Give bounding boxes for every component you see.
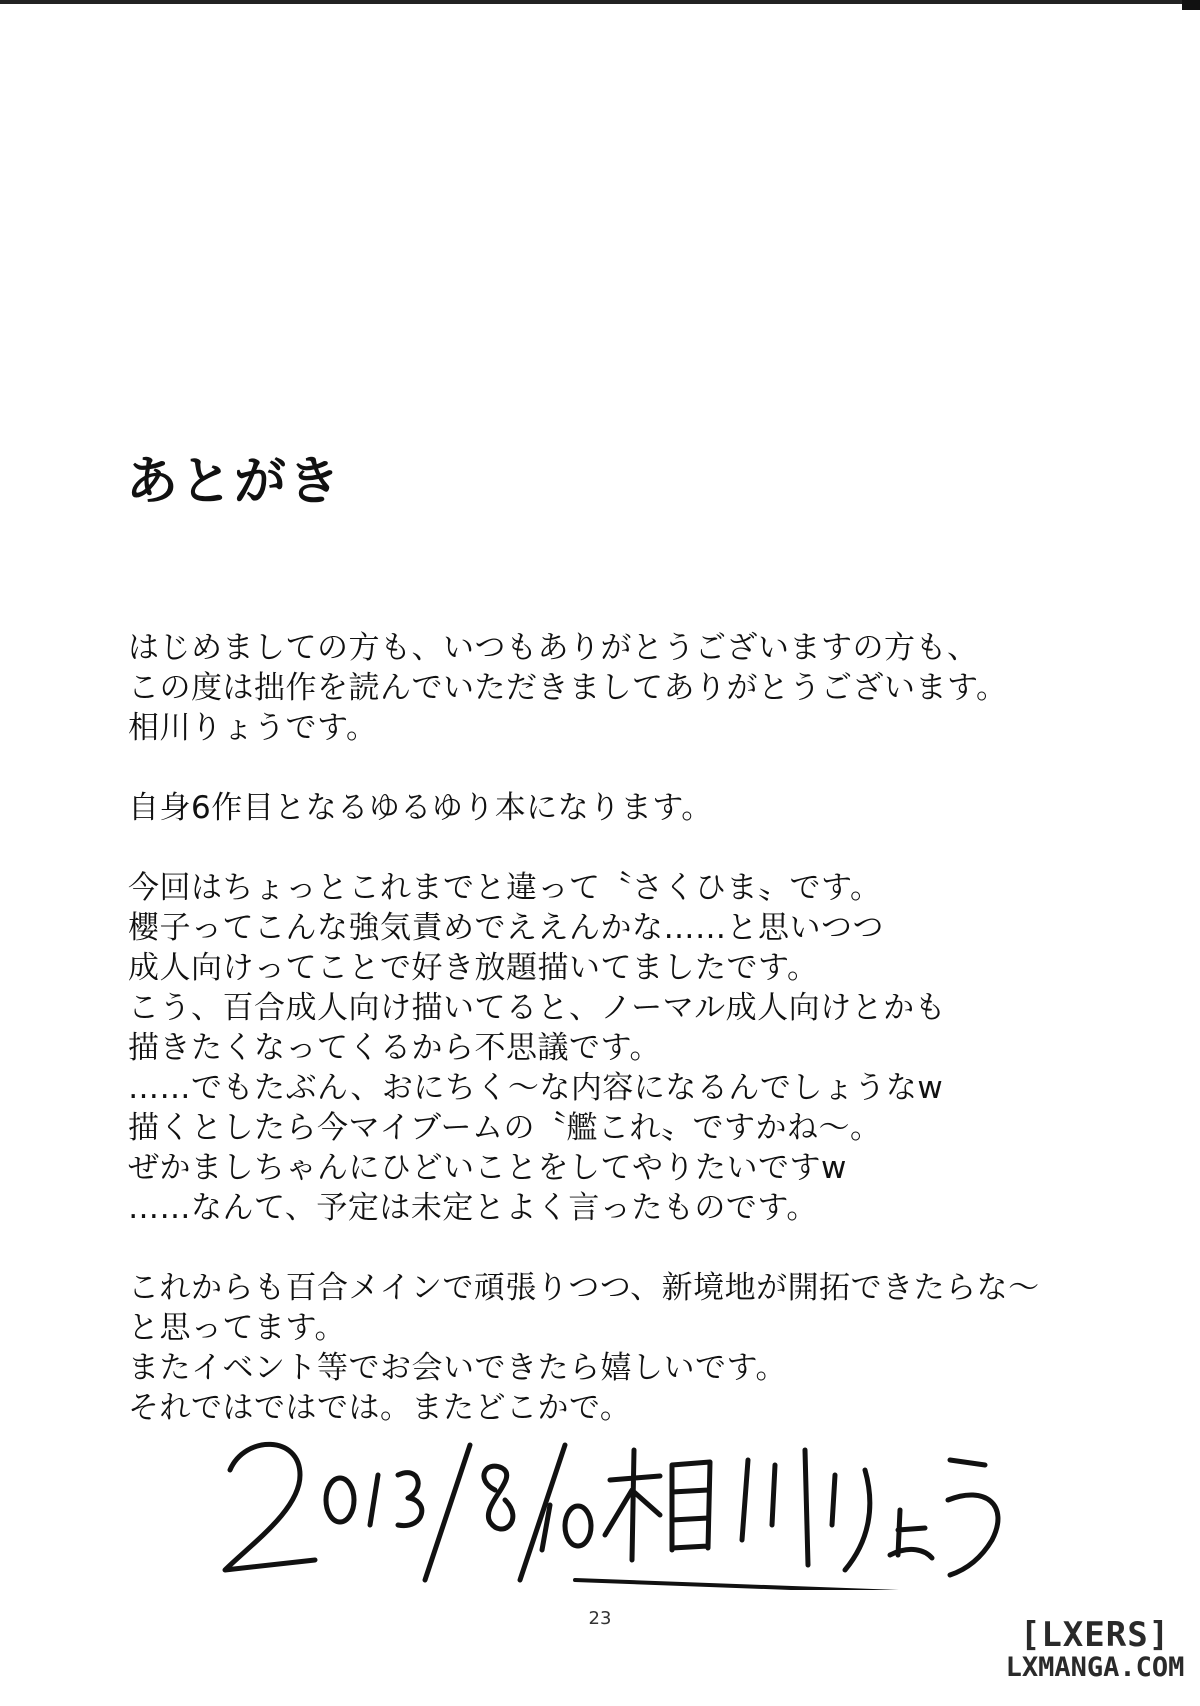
text-line: こう、百合成人向け描いてると、ノーマル成人向けとかも bbox=[128, 990, 947, 1026]
text-line: と思ってます。 bbox=[128, 1310, 347, 1346]
paragraph-3 bbox=[128, 868, 1128, 1228]
text-line: ……なんて、予定は未定とよく言ったものです。 bbox=[128, 1190, 818, 1226]
afterword-heading: あとがき bbox=[126, 452, 343, 512]
text-line: これからも百合メインで頑張りつつ、新境地が開拓できたらな〜 bbox=[128, 1270, 1040, 1306]
text-line: ぜかましちゃんにひどいことをしてやりたいですw bbox=[128, 1150, 847, 1186]
paragraph-4 bbox=[128, 1268, 1128, 1428]
text-line: 自身6作目となるゆるゆり本になります。 bbox=[128, 790, 713, 826]
afterword-body bbox=[128, 628, 1128, 1468]
text-line: 相川りょうです。 bbox=[128, 710, 378, 746]
watermark-line-1: [LXERS] bbox=[1019, 1615, 1171, 1655]
text-line: 描くとしたら今マイブームの〝艦これ〟ですかね〜。 bbox=[128, 1110, 882, 1146]
text-line: はじめましての方も、いつもありがとうございますの方も、 bbox=[128, 630, 979, 666]
top-border-line bbox=[0, 0, 1200, 4]
corner-mark bbox=[1182, 0, 1200, 10]
signature-drawing bbox=[220, 1430, 1010, 1590]
text-line: 描きたくなってくるから不思議です。 bbox=[128, 1030, 662, 1066]
text-line: ……でもたぶん、おにちく〜な内容になるんでしょうなw bbox=[128, 1070, 944, 1106]
paragraph-2 bbox=[128, 788, 1128, 828]
paragraph-1 bbox=[128, 628, 1128, 748]
site-watermark bbox=[1000, 1615, 1190, 1683]
text-line: 櫻子ってこんな強気責めでええんかな……と思いつつ bbox=[128, 910, 884, 946]
page-number: 23 bbox=[588, 1608, 612, 1629]
handwritten-signature bbox=[220, 1430, 1010, 1590]
text-line: この度は拙作を読んでいただきましてありがとうございます。 bbox=[128, 670, 1008, 706]
text-line: 成人向けってことで好き放題描いてましたです。 bbox=[128, 950, 819, 986]
text-line: 今回はちょっとこれまでと違って〝さくひま〟です。 bbox=[128, 870, 882, 906]
watermark-line-2: LXMANGA.COM bbox=[1005, 1651, 1185, 1683]
text-line: それではではでは。またどこかで。 bbox=[128, 1390, 632, 1426]
text-line: またイベント等でお会いできたら嬉しいです。 bbox=[128, 1350, 788, 1386]
